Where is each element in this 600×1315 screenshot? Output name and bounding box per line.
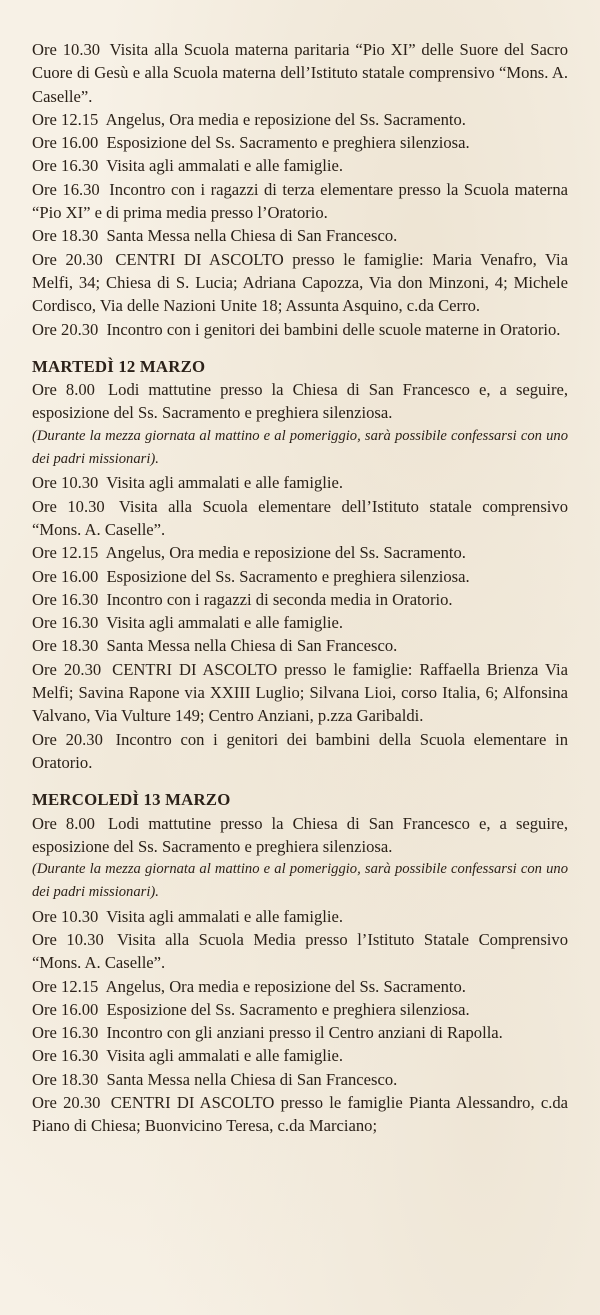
entry-text: Esposizione del Ss. Sacramento e preghiera silenziosa. (106, 566, 470, 586)
schedule-entry (32, 1068, 568, 1091)
entry-text: CENTRI DI ASCOLTO presso le famiglie: Maria Venafro, Via Melfi, 34; Chiesa di S. Lucia; Adriana Capozza, Via don Minzoni, 4; Michele Cordisco, Via delle Nazioni Unite 18; Assunta Asquino, c.da Cerro. (32, 249, 569, 316)
entry-time: Ore 20.30 (32, 249, 103, 269)
entry-text: Visita agli ammalati e alle famiglie. (106, 613, 343, 633)
schedule-entry (32, 658, 568, 728)
entry-time: Ore 10.30 (32, 929, 104, 949)
entry-text: Lodi mattutine presso la Chiesa di San Francesco e, a seguire, esposizione del Ss. Sacramento e preghiera silenziosa. (32, 813, 569, 856)
entry-time: Ore 12.15 (32, 109, 99, 129)
entry-text: Visita alla Scuola Media presso l’Istituto Statale Comprensivo “Mons. A. Caselle”. (32, 929, 568, 973)
entry-time: Ore 18.30 (32, 636, 99, 656)
entry-text: Angelus, Ora media e reposizione del Ss. Sacramento. (105, 976, 466, 996)
schedule-entry (32, 1044, 568, 1067)
entry-time: Ore 12.15 (32, 543, 99, 563)
entry-time: Ore 18.30 (32, 1069, 99, 1089)
entry-time: Ore 16.30 (32, 179, 100, 199)
schedule-entry (32, 905, 568, 928)
schedule-entry (32, 611, 568, 634)
schedule-entry (32, 178, 568, 225)
schedule-entry (32, 248, 568, 318)
entry-text: Lodi mattutine presso la Chiesa di San Francesco e, a seguire, esposizione del Ss. Sacramento e preghiera silenziosa. (32, 380, 569, 423)
schedule-entry (32, 975, 568, 998)
entry-text: Incontro con i genitori dei bambini delle scuole materne in Oratorio. (106, 319, 561, 339)
schedule-entry (32, 38, 568, 108)
entry-time: Ore 20.30 (32, 319, 99, 339)
schedule-entry (32, 565, 568, 588)
schedule-entry (32, 318, 568, 341)
schedule-entry (32, 154, 568, 177)
entry-time: Ore 12.15 (32, 976, 99, 996)
confession-note: (Durante la mezza giornata al mattino e al pomeriggio, sarà possibile confessarsi con uno dei padri missionari). (32, 427, 568, 468)
day-heading: MERCOLEDÌ 13 MARZO (32, 790, 231, 810)
schedule-entry (32, 634, 568, 657)
confession-note: (Durante la mezza giornata al mattino e al pomeriggio, sarà possibile confessarsi con uno dei padri missionari). (32, 861, 568, 901)
entry-text: Santa Messa nella Chiesa di San Francesco. (106, 1069, 398, 1089)
schedule-entry (32, 998, 568, 1021)
entry-text: Visita alla Scuola materna paritaria “Pio XI” delle Suore del Sacro Cuore di Gesù e alla Scuola materna dell’Istituto statale comprensivo “Mons. A. Caselle”. (32, 40, 568, 106)
entry-time: Ore 8.00 (32, 813, 95, 833)
entry-text: Visita agli ammalati e alle famiglie. (106, 906, 343, 926)
schedule-entry (32, 588, 568, 611)
entry-text: CENTRI DI ASCOLTO presso le famiglie: Raffaella Brienza Via Melfi; Savina Rapone via XXIII Luglio; Silvana Lioi, corso Italia, 6; Alfonsina Valvano, Via Vulture 149; Centro Anziani, p.zza Garibaldi. (32, 659, 568, 726)
schedule-entry (32, 541, 568, 564)
schedule-entry (32, 812, 568, 859)
entry-text: Angelus, Ora media e reposizione del Ss. Sacramento. (105, 109, 466, 129)
entry-text: Santa Messa nella Chiesa di San Francesco. (106, 636, 398, 656)
entry-time: Ore 16.00 (32, 999, 99, 1019)
schedule-entry (32, 378, 568, 425)
entry-time: Ore 16.00 (32, 133, 99, 153)
entry-time: Ore 18.30 (32, 226, 99, 246)
entry-text: Visita agli ammalati e alle famiglie. (106, 473, 343, 493)
entry-time: Ore 10.30 (32, 473, 99, 493)
schedule-entry (32, 224, 568, 247)
entry-text: Visita alla Scuola elementare dell’Istituto statale comprensivo “Mons. A. Caselle”. (32, 496, 568, 539)
entry-text: Incontro con i genitori dei bambini della Scuola elementare in Oratorio. (32, 729, 568, 772)
schedule-entry (32, 108, 568, 131)
entry-text: Santa Messa nella Chiesa di San Francesco. (106, 226, 398, 246)
day-heading: MARTEDÌ 12 MARZO (32, 356, 206, 376)
day-section-tuesday (32, 355, 568, 774)
schedule-entry (32, 1091, 568, 1138)
entry-time: Ore 10.30 (32, 496, 105, 516)
entry-time: Ore 20.30 (32, 729, 103, 749)
schedule-entry (32, 728, 568, 775)
entry-text: Visita agli ammalati e alle famiglie. (106, 156, 343, 176)
schedule-entry (32, 495, 568, 542)
entry-time: Ore 16.00 (32, 566, 99, 586)
entry-text: Incontro con gli anziani presso il Centro anziani di Rapolla. (106, 1023, 503, 1043)
entry-time: Ore 16.30 (32, 1023, 99, 1043)
schedule-entry (32, 131, 568, 154)
schedule-entry (32, 1021, 568, 1044)
entry-time: Ore 10.30 (32, 906, 99, 926)
entry-time: Ore 16.30 (32, 156, 99, 176)
entry-text: Incontro con i ragazzi di seconda media in Oratorio. (106, 589, 453, 609)
entry-time: Ore 20.30 (32, 659, 102, 679)
day-section-wednesday (32, 788, 568, 1137)
entry-time: Ore 16.30 (32, 1046, 99, 1066)
schedule-entry (32, 471, 568, 494)
schedule-entry (32, 928, 568, 975)
entry-text: CENTRI DI ASCOLTO presso le famiglie Pianta Alessandro, c.da Piano di Chiesa; Buonvicino Teresa, c.da Marciano; (32, 1093, 569, 1136)
entry-time: Ore 16.30 (32, 589, 99, 609)
entry-text: Esposizione del Ss. Sacramento e preghiera silenziosa. (106, 133, 470, 153)
entry-time: Ore 20.30 (32, 1093, 101, 1113)
entry-text: Incontro con i ragazzi di terza elementare presso la Scuola materna “Pio XI” e di prima media presso l’Oratorio. (32, 179, 569, 223)
monday-continued-section (32, 38, 568, 341)
entry-text: Angelus, Ora media e reposizione del Ss. Sacramento. (105, 543, 466, 563)
entry-text: Esposizione del Ss. Sacramento e preghiera silenziosa. (106, 999, 470, 1019)
entry-time: Ore 16.30 (32, 613, 99, 633)
entry-time: Ore 10.30 (32, 40, 101, 59)
entry-text: Visita agli ammalati e alle famiglie. (106, 1046, 343, 1066)
entry-time: Ore 8.00 (32, 380, 95, 400)
